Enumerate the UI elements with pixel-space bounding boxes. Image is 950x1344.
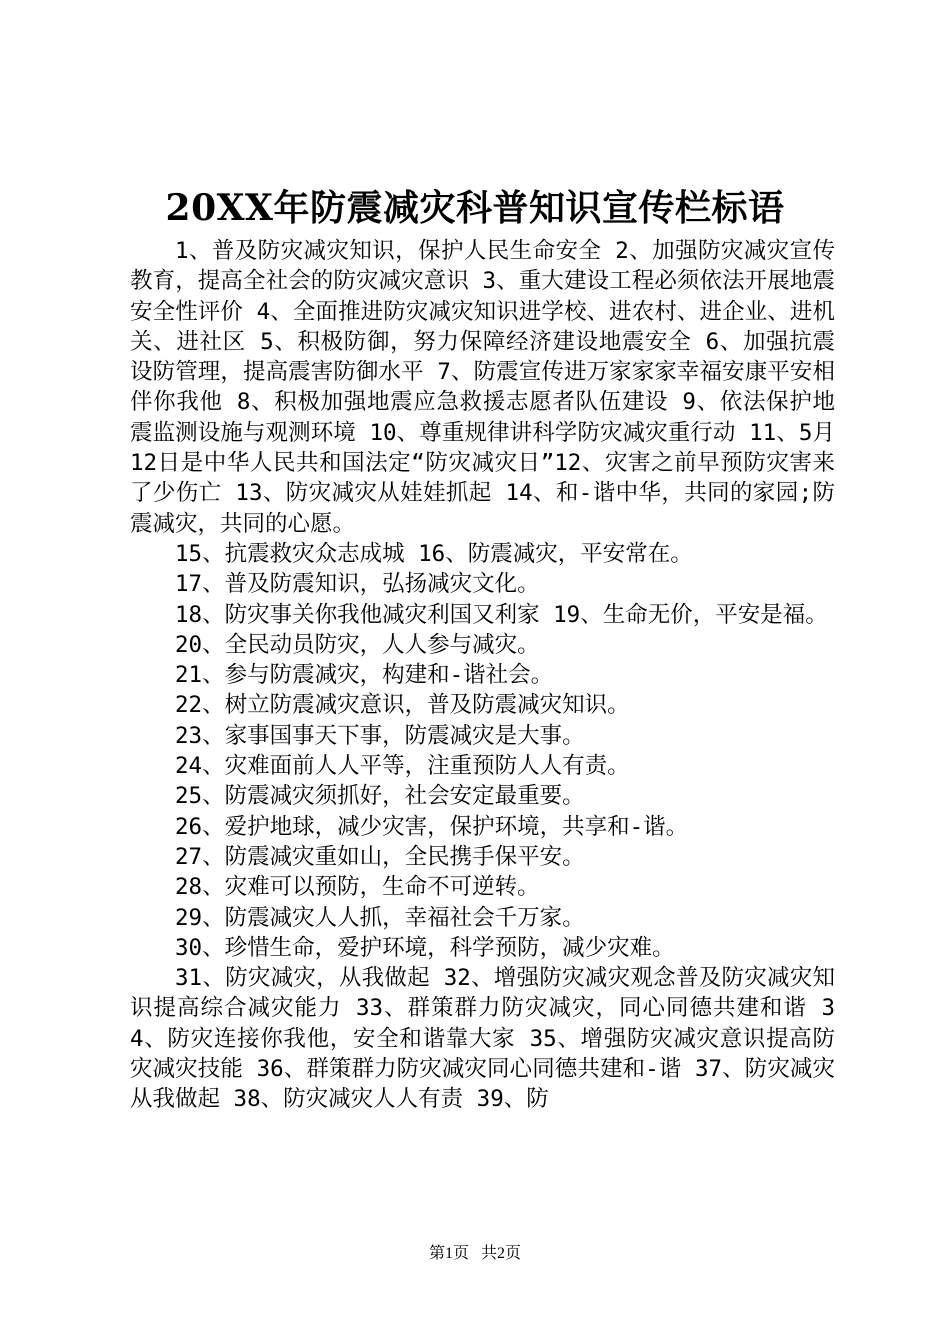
- paragraph: 21、参与防震减灾，构建和-谐社会。: [175, 662, 554, 689]
- paragraph: 28、灾难可以预防，生命不可逆转。: [175, 874, 540, 901]
- paragraph: 31、防灾减灾，从我做起 32、增强防灾减灾观念普及防灾减灾知识提高综合减灾能力 33、群策群力防灾减灾，同心同德共建和谐 34、防灾连接你我他，安全和谐靠大家 35、增强防灾减灾意识提高防灾减灾技能 36、群策群力防灾减灾同心同德共建和-谐 37、防灾减灾从我做起 38、防灾减灾人人有责 39、防: [130, 965, 835, 1113]
- paragraph: 18、防灾事关你我他减灾利国又利家 19、生命无价，平安是福。: [175, 601, 828, 628]
- paragraph: 27、防震减灾重如山，全民携手保平安。: [175, 843, 585, 870]
- paragraph: 17、普及防震知识，弘扬减灾文化。: [175, 571, 540, 598]
- paragraph: 1、普及防灾减灾知识，保护人民生命安全 2、加强防灾减灾宣传教育，提高全社会的防灾减灾意识 3、重大建设工程必须依法开展地震安全性评价 4、全面推进防灾减灾知识进学校、进农村、进企业、进机关、进社区 5、积极防御，努力保障经济建设地震安全 6、加强抗震设防管理，提高震害防御水平 7、防震宣传进万家家家幸福安康平安相伴你我他 8、积极加强地震应急救援志愿者队伍建设 9、依法保护地震监测设施与观测环境 10、尊重规律讲科学防灾减灾重行动 11、5月12日是中华人民共和国法定“防灾减灾日”12、灾害之前早预防灾害来了少伤亡 13、防灾减灾从娃娃抓起 14、和-谐中华，共同的家园;防震减灾，共同的心愿。: [130, 238, 835, 537]
- paragraph: 20、全民动员防灾，人人参与减灾。: [175, 631, 540, 658]
- paragraph: 25、防震减灾须抓好，社会安定最重要。: [175, 783, 585, 810]
- page-footer: [0, 1244, 950, 1264]
- document-body: [130, 236, 835, 1115]
- document-title: 20XX年防震减灾科普知识宣传栏标语: [165, 187, 785, 229]
- paragraph: 15、抗震救灾众志成城 16、防震减灾，平安常在。: [175, 540, 693, 567]
- paragraph: 29、防震减灾人人抓，幸福社会千万家。: [175, 904, 585, 931]
- paragraph: 23、家事国事天下事，防震减灾是大事。: [175, 722, 585, 749]
- page-number: 第1页: [428, 1245, 469, 1262]
- paragraph: 24、灾难面前人人平等，注重预防人人有责。: [175, 753, 630, 780]
- paragraph: 22、树立防震减灾意识，普及防震减灾知识。: [175, 692, 630, 719]
- paragraph: 26、爱护地球，减少灾害，保护环境，共享和-谐。: [175, 813, 689, 840]
- page-total: 共2页: [481, 1245, 522, 1262]
- paragraph: 30、珍惜生命，爱护环境，科学预防，减少灾难。: [175, 934, 675, 961]
